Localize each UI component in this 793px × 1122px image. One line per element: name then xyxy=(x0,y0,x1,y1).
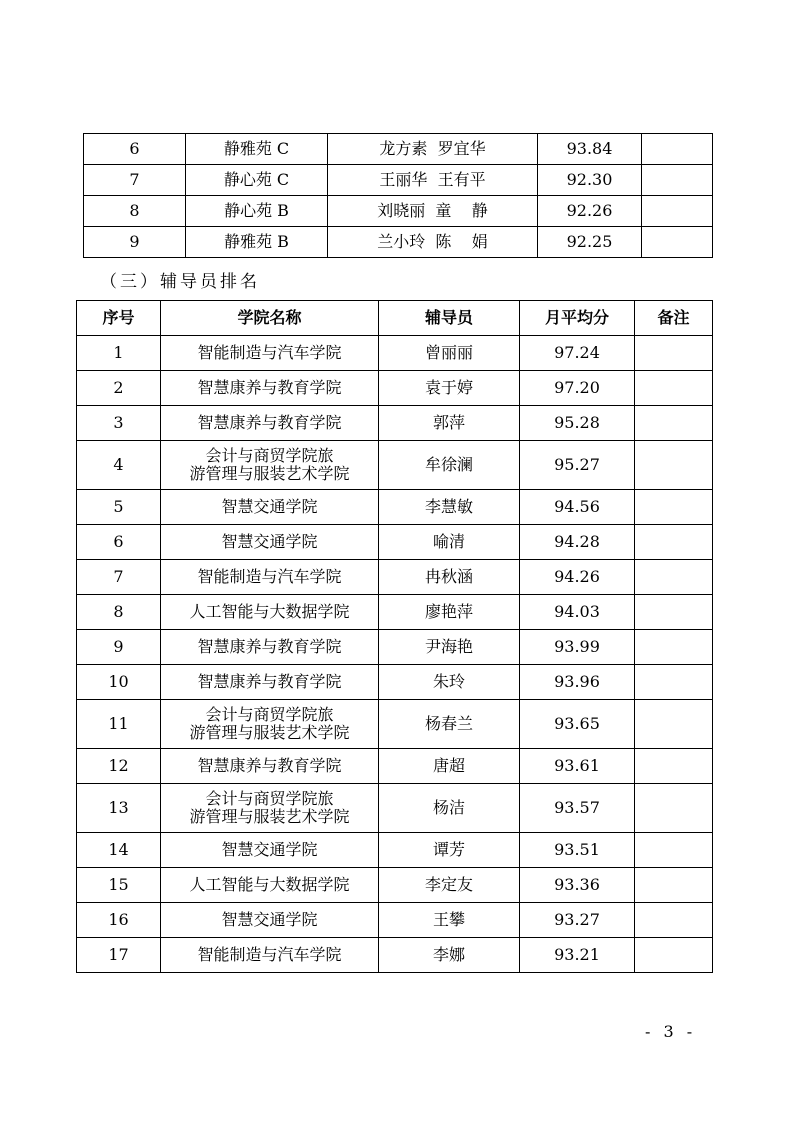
score-cell: 93.61 xyxy=(520,749,635,784)
remark-cell xyxy=(635,749,713,784)
score-cell: 93.36 xyxy=(520,868,635,903)
score-cell: 97.20 xyxy=(520,371,635,406)
college-name-line: 智慧交通学院 xyxy=(221,910,318,929)
college-name-line: 智慧交通学院 xyxy=(221,840,318,859)
table-row xyxy=(77,336,713,371)
rank-cell: 9 xyxy=(77,630,161,665)
college-name-line: 会计与商贸学院旅 xyxy=(205,446,334,465)
college-name-line: 智慧康养与教育学院 xyxy=(197,378,342,397)
table-row xyxy=(77,903,713,938)
table-row xyxy=(84,165,713,196)
counselor-name-cell: 唐超 xyxy=(379,749,520,784)
table-row xyxy=(77,406,713,441)
college-name-line: 智能制造与汽车学院 xyxy=(197,567,342,586)
table-row xyxy=(77,665,713,700)
college-name-line: 智慧康养与教育学院 xyxy=(197,756,342,775)
table-row xyxy=(84,196,713,227)
college-cell xyxy=(161,336,379,371)
table-row xyxy=(77,525,713,560)
college-name-line: 智慧康养与教育学院 xyxy=(197,672,342,691)
score-cell: 93.27 xyxy=(520,903,635,938)
college-cell xyxy=(161,868,379,903)
rank-cell: 9 xyxy=(84,227,186,258)
rank-cell: 7 xyxy=(77,560,161,595)
college-cell xyxy=(161,525,379,560)
counselor-name-cell: 李定友 xyxy=(379,868,520,903)
rank-cell: 8 xyxy=(77,595,161,630)
college-cell xyxy=(161,938,379,973)
rank-cell: 4 xyxy=(77,441,161,490)
header-college: 学院名称 xyxy=(161,301,379,336)
college-name-line: 智能制造与汽车学院 xyxy=(197,343,342,362)
college-cell xyxy=(161,560,379,595)
score-cell: 93.57 xyxy=(520,784,635,833)
rank-cell: 13 xyxy=(77,784,161,833)
college-name-line: 智慧康养与教育学院 xyxy=(197,637,342,656)
college-name-line: 游管理与服装艺术学院 xyxy=(189,723,350,742)
score-cell: 94.28 xyxy=(520,525,635,560)
rank-cell: 2 xyxy=(77,371,161,406)
remark-cell xyxy=(635,630,713,665)
table-row xyxy=(77,749,713,784)
table-row xyxy=(77,938,713,973)
score-cell: 94.26 xyxy=(520,560,635,595)
header-counselor: 辅导员 xyxy=(379,301,520,336)
score-cell: 93.84 xyxy=(538,134,642,165)
score-cell: 92.26 xyxy=(538,196,642,227)
dorm-cell: 静雅苑 C xyxy=(186,134,328,165)
rank-cell: 15 xyxy=(77,868,161,903)
table-row xyxy=(77,441,713,490)
table-row xyxy=(77,700,713,749)
table-row xyxy=(84,227,713,258)
college-cell xyxy=(161,406,379,441)
table-row xyxy=(77,595,713,630)
names-cell: 兰小玲 陈 娟 xyxy=(328,227,538,258)
college-name-line: 智能制造与汽车学院 xyxy=(197,945,342,964)
remark-cell xyxy=(635,784,713,833)
remark-cell xyxy=(635,665,713,700)
header-remark: 备注 xyxy=(635,301,713,336)
college-name-line: 游管理与服装艺术学院 xyxy=(189,464,350,483)
counselor-name-cell: 廖艳萍 xyxy=(379,595,520,630)
college-cell xyxy=(161,784,379,833)
remark-cell xyxy=(642,196,713,227)
rank-cell: 3 xyxy=(77,406,161,441)
page-number: - 3 - xyxy=(645,1022,697,1041)
dorm-ranking-table xyxy=(83,133,713,258)
dorm-cell: 静雅苑 B xyxy=(186,227,328,258)
counselor-name-cell: 喻清 xyxy=(379,525,520,560)
score-cell: 93.21 xyxy=(520,938,635,973)
counselor-ranking-table xyxy=(76,300,713,973)
header-row xyxy=(77,301,713,336)
rank-cell: 6 xyxy=(77,525,161,560)
score-cell: 92.30 xyxy=(538,165,642,196)
score-cell: 94.03 xyxy=(520,595,635,630)
college-cell xyxy=(161,903,379,938)
table-row xyxy=(77,371,713,406)
counselor-table-body xyxy=(77,336,713,973)
remark-cell xyxy=(635,336,713,371)
remark-cell xyxy=(635,371,713,406)
college-cell xyxy=(161,700,379,749)
college-name-line: 会计与商贸学院旅 xyxy=(205,705,334,724)
rank-cell: 11 xyxy=(77,700,161,749)
rank-cell: 5 xyxy=(77,490,161,525)
rank-cell: 6 xyxy=(84,134,186,165)
remark-cell xyxy=(635,560,713,595)
college-name-line: 智慧交通学院 xyxy=(221,532,318,551)
remark-cell xyxy=(635,490,713,525)
remark-cell xyxy=(635,525,713,560)
counselor-name-cell: 袁于婷 xyxy=(379,371,520,406)
remark-cell xyxy=(635,700,713,749)
header-score: 月平均分 xyxy=(520,301,635,336)
counselor-name-cell: 谭芳 xyxy=(379,833,520,868)
college-name-line: 智慧康养与教育学院 xyxy=(197,413,342,432)
college-name-line: 人工智能与大数据学院 xyxy=(189,602,350,621)
dorm-table-body xyxy=(84,134,713,258)
college-cell xyxy=(161,630,379,665)
rank-cell: 7 xyxy=(84,165,186,196)
counselor-name-cell: 牟徐澜 xyxy=(379,441,520,490)
score-cell: 92.25 xyxy=(538,227,642,258)
remark-cell xyxy=(642,165,713,196)
table-header xyxy=(77,301,713,336)
remark-cell xyxy=(642,227,713,258)
remark-cell xyxy=(635,595,713,630)
counselor-name-cell: 杨洁 xyxy=(379,784,520,833)
counselor-name-cell: 李娜 xyxy=(379,938,520,973)
table-row xyxy=(77,560,713,595)
rank-cell: 1 xyxy=(77,336,161,371)
score-cell: 97.24 xyxy=(520,336,635,371)
table-row xyxy=(77,868,713,903)
table-row xyxy=(77,784,713,833)
names-cell: 刘晓丽 童 静 xyxy=(328,196,538,227)
rank-cell: 8 xyxy=(84,196,186,227)
rank-cell: 12 xyxy=(77,749,161,784)
counselor-name-cell: 朱玲 xyxy=(379,665,520,700)
remark-cell xyxy=(635,406,713,441)
header-rank: 序号 xyxy=(77,301,161,336)
score-cell: 93.65 xyxy=(520,700,635,749)
table-row xyxy=(77,490,713,525)
counselor-name-cell: 曾丽丽 xyxy=(379,336,520,371)
counselor-name-cell: 冉秋涵 xyxy=(379,560,520,595)
score-cell: 95.28 xyxy=(520,406,635,441)
score-cell: 94.56 xyxy=(520,490,635,525)
rank-cell: 17 xyxy=(77,938,161,973)
counselor-name-cell: 郭萍 xyxy=(379,406,520,441)
counselor-name-cell: 李慧敏 xyxy=(379,490,520,525)
score-cell: 95.27 xyxy=(520,441,635,490)
table-row xyxy=(84,134,713,165)
table-row xyxy=(77,833,713,868)
rank-cell: 10 xyxy=(77,665,161,700)
college-cell xyxy=(161,490,379,525)
remark-cell xyxy=(635,833,713,868)
remark-cell xyxy=(635,868,713,903)
names-cell: 龙方素 罗宜华 xyxy=(328,134,538,165)
remark-cell xyxy=(635,441,713,490)
college-name-line: 游管理与服装艺术学院 xyxy=(189,807,350,826)
remark-cell xyxy=(642,134,713,165)
counselor-name-cell: 王攀 xyxy=(379,903,520,938)
college-name-line: 智慧交通学院 xyxy=(221,497,318,516)
remark-cell xyxy=(635,903,713,938)
dorm-cell: 静心苑 B xyxy=(186,196,328,227)
score-cell: 93.99 xyxy=(520,630,635,665)
counselor-name-cell: 尹海艳 xyxy=(379,630,520,665)
college-cell xyxy=(161,371,379,406)
college-cell xyxy=(161,833,379,868)
names-cell: 王丽华 王有平 xyxy=(328,165,538,196)
rank-cell: 16 xyxy=(77,903,161,938)
score-cell: 93.96 xyxy=(520,665,635,700)
college-cell xyxy=(161,441,379,490)
college-cell xyxy=(161,595,379,630)
college-cell xyxy=(161,665,379,700)
rank-cell: 14 xyxy=(77,833,161,868)
counselor-name-cell: 杨春兰 xyxy=(379,700,520,749)
table-row xyxy=(77,630,713,665)
college-cell xyxy=(161,749,379,784)
remark-cell xyxy=(635,938,713,973)
college-name-line: 人工智能与大数据学院 xyxy=(189,875,350,894)
dorm-cell: 静心苑 C xyxy=(186,165,328,196)
score-cell: 93.51 xyxy=(520,833,635,868)
college-name-line: 会计与商贸学院旅 xyxy=(205,789,334,808)
section-heading: （三）辅导员排名 xyxy=(100,272,260,292)
